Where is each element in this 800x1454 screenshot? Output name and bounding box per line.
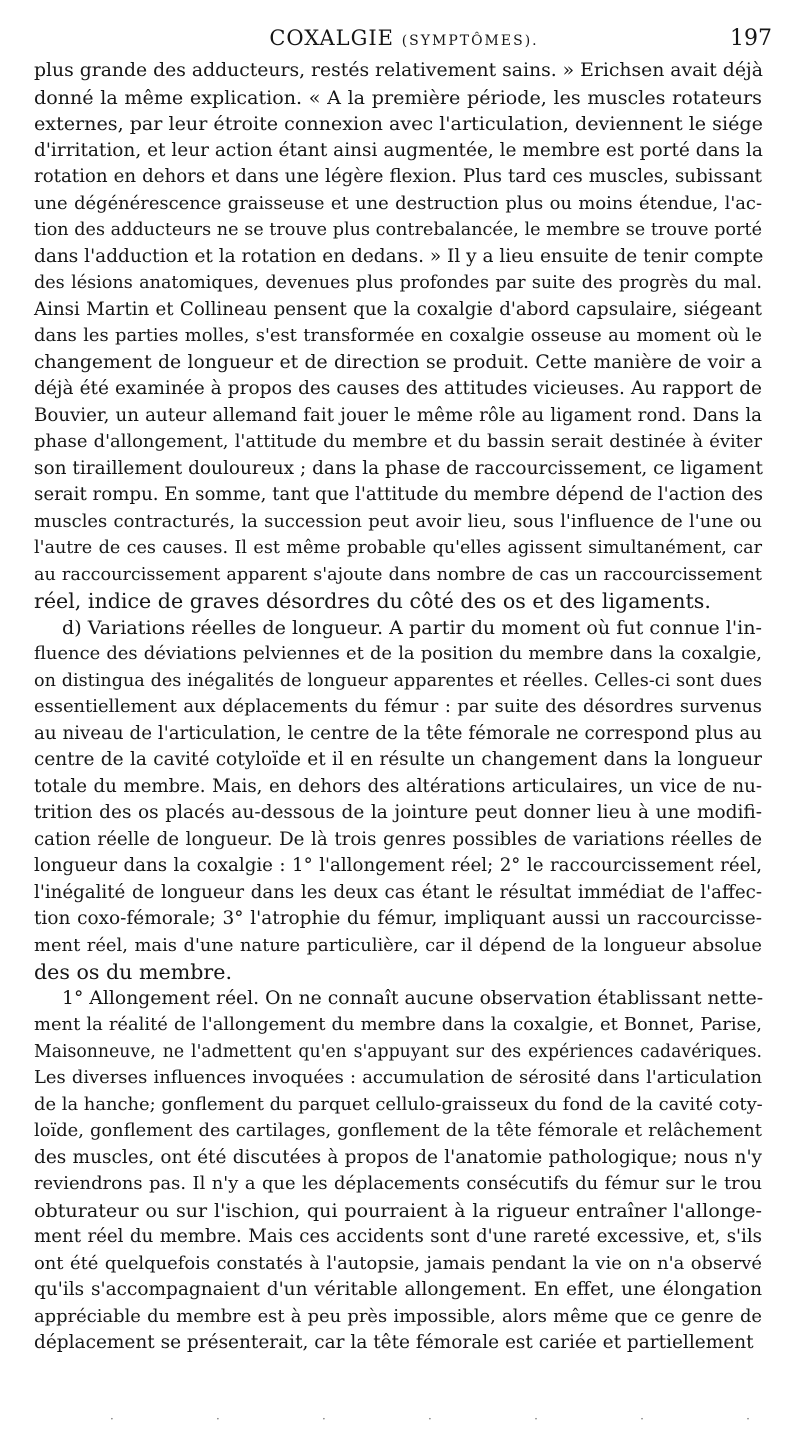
text-line: dans les parties molles, s'est transformée en coxalgie osseuse au moment où le [34,325,762,346]
text-line: reviendrons pas. Il n'y a que les déplacements consécutifs du fémur sur le trou [34,1173,762,1194]
text-line: cation réelle de longueur. De là trois genres possibles de variations réelles de [34,828,762,850]
text-line: loïde, gonflement des cartilages, gonflement de la tête fémorale et relâchement [34,1120,762,1141]
text-line: trition des os placés au-dessous de la jointure peut donner lieu à une modifi- [34,802,762,823]
text-line: changement de longueur et de direction se produit. Cette manière de voir a [34,351,762,373]
text-line: l'inégalité de longueur dans les deux cas étant le résultat immédiat de l'affec- [34,881,762,903]
text-line: Les diverses influences invoquées : accumulation de sérosité dans l'articulation [34,1067,762,1088]
text-line: au niveau de l'articulation, le centre de la tête fémorale ne correspond plus au [34,722,762,744]
text-line: d) Variations réelles de longueur. A partir du moment où fut connue l'in- [62,615,762,639]
text-line: une dégénérescence graisseuse et une destruction plus ou moins étendue, l'ac- [34,192,762,214]
text-line: ment réel, mais d'une nature particulière, car il dépend de la longueur absolue [34,934,762,956]
text-line: déjà été examinée à propos des causes des attitudes vicieuses. Au rapport de [34,378,762,399]
text-line: ment la réalité de l'allongement du membre dans la coxalgie, et Bonnet, Parise, [34,1014,762,1035]
text-line: des lésions anatomiques, devenues plus profondes par suite des progrès du mal. [34,273,762,293]
body-text [34,58,762,1357]
text-line: plus grande des adducteurs, restés relativement sains. » Erichsen avait déjà [34,60,763,81]
text-line: muscles contracturés, la succession peut avoir lieu, sous l'influence de l'une ou [34,510,762,532]
text-line: fluence des déviations pelviennes et de la position du membre dans la coxalgie, [34,643,762,664]
text-line: dans l'adduction et la rotation en dedans. » Il y a lieu ensuite de tenir compte [34,245,764,267]
text-line: appréciable du membre est à peu près impossible, alors même que ce genre de [34,1305,762,1327]
text-line: Bouvier, un auteur allemand fait jouer le même rôle au ligament rond. Dans la [34,404,762,426]
paragraph [34,986,762,1357]
text-line: ment réel du membre. Mais ces accidents sont d'une rareté excessive, et, s'ils [34,1226,762,1247]
text-line: totale du membre. Mais, en dehors des altérations articulaires, un vice de nu- [34,775,762,797]
text-line: donné la même explication. « A la première période, les muscles rotateurs [34,85,762,109]
text-line: tion des adducteurs ne se trouve plus contrebalancée, le membre se trouve porté [34,220,762,240]
running-header [36,26,772,56]
header-title: COXALGIE [269,26,394,50]
text-line: serait rompu. En somme, tant que l'attitude du membre dépend de l'action des [34,484,763,505]
page-number: 197 [730,26,772,51]
bottom-specks: · · · · · · · [110,1412,750,1426]
text-line: d'irritation, et leur action étant ainsi augmentée, le membre est porté dans la [34,139,763,161]
text-line: ont été quelquefois constatés à l'autopsie, jamais pendant la vie on n'a observé [34,1252,762,1274]
text-line: de la hanche; gonflement du parquet cellulo-graisseux du fond de la cavité coty- [34,1093,763,1115]
text-line: on distingua des inégalités de longueur apparentes et réelles. Celles-ci sont dues [34,670,762,691]
text-line: obturateur ou sur l'ischion, qui pourraient à la rigueur entraîner l'allonge- [34,1198,762,1222]
text-line: externes, par leur étroite connexion avec l'articulation, deviennent le siége [34,112,763,135]
text-line: au raccourcissement apparent s'ajoute dans nombre de cas un raccourcissement [34,564,762,585]
text-line: essentiellement aux déplacements du fémur : par suite des désordres survenus [34,696,762,717]
text-line: tion coxo-fémorale; 3° l'atrophie du fémur, impliquant aussi un raccourcisse- [34,908,762,929]
text-line: rotation en dehors et dans une légère flexion. Plus tard ces muscles, subissant [34,166,762,187]
running-title [36,26,772,50]
text-line: Maisonneuve, ne l'admettent qu'en s'appuyant sur des expériences cadavériques. [34,1041,762,1062]
text-line: déplacement se présenterait, car la tête fémorale est cariée et partiellement [34,1332,754,1353]
text-line: des os du membre. [34,960,232,984]
paragraph [34,615,762,986]
text-line: 1° Allongement réel. On ne connaît aucune observation établissant nette- [62,987,764,1009]
header-subtitle: (SYMPTÔMES). [401,33,539,49]
text-line: l'autre de ces causes. Il est même probable qu'elles agissent simultanément, car [34,538,762,558]
text-line: phase d'allongement, l'attitude du membre et du bassin serait destinée à éviter [34,431,762,452]
text-line: centre de la cavité cotyloïde et il en résulte un changement dans la longueur [34,749,762,770]
text-line: Ainsi Martin et Collineau pensent que la coxalgie d'abord capsulaire, siégeant [34,298,762,320]
text-line: réel, indice de graves désordres du côté des os et des ligaments. [34,589,711,613]
text-line: longueur dans la coxalgie : 1° l'allongement réel; 2° le raccourcissement réel, [34,855,762,876]
text-line: qu'ils s'accompagnaient d'un véritable allongement. En effet, une élongation [34,1279,762,1300]
paragraph [34,58,762,615]
text-line: son tiraillement douloureux ; dans la phase de raccourcissement, ce ligament [34,457,763,479]
text-line: des muscles, ont été discutées à propos de l'anatomie pathologique; nous n'y [34,1146,762,1168]
